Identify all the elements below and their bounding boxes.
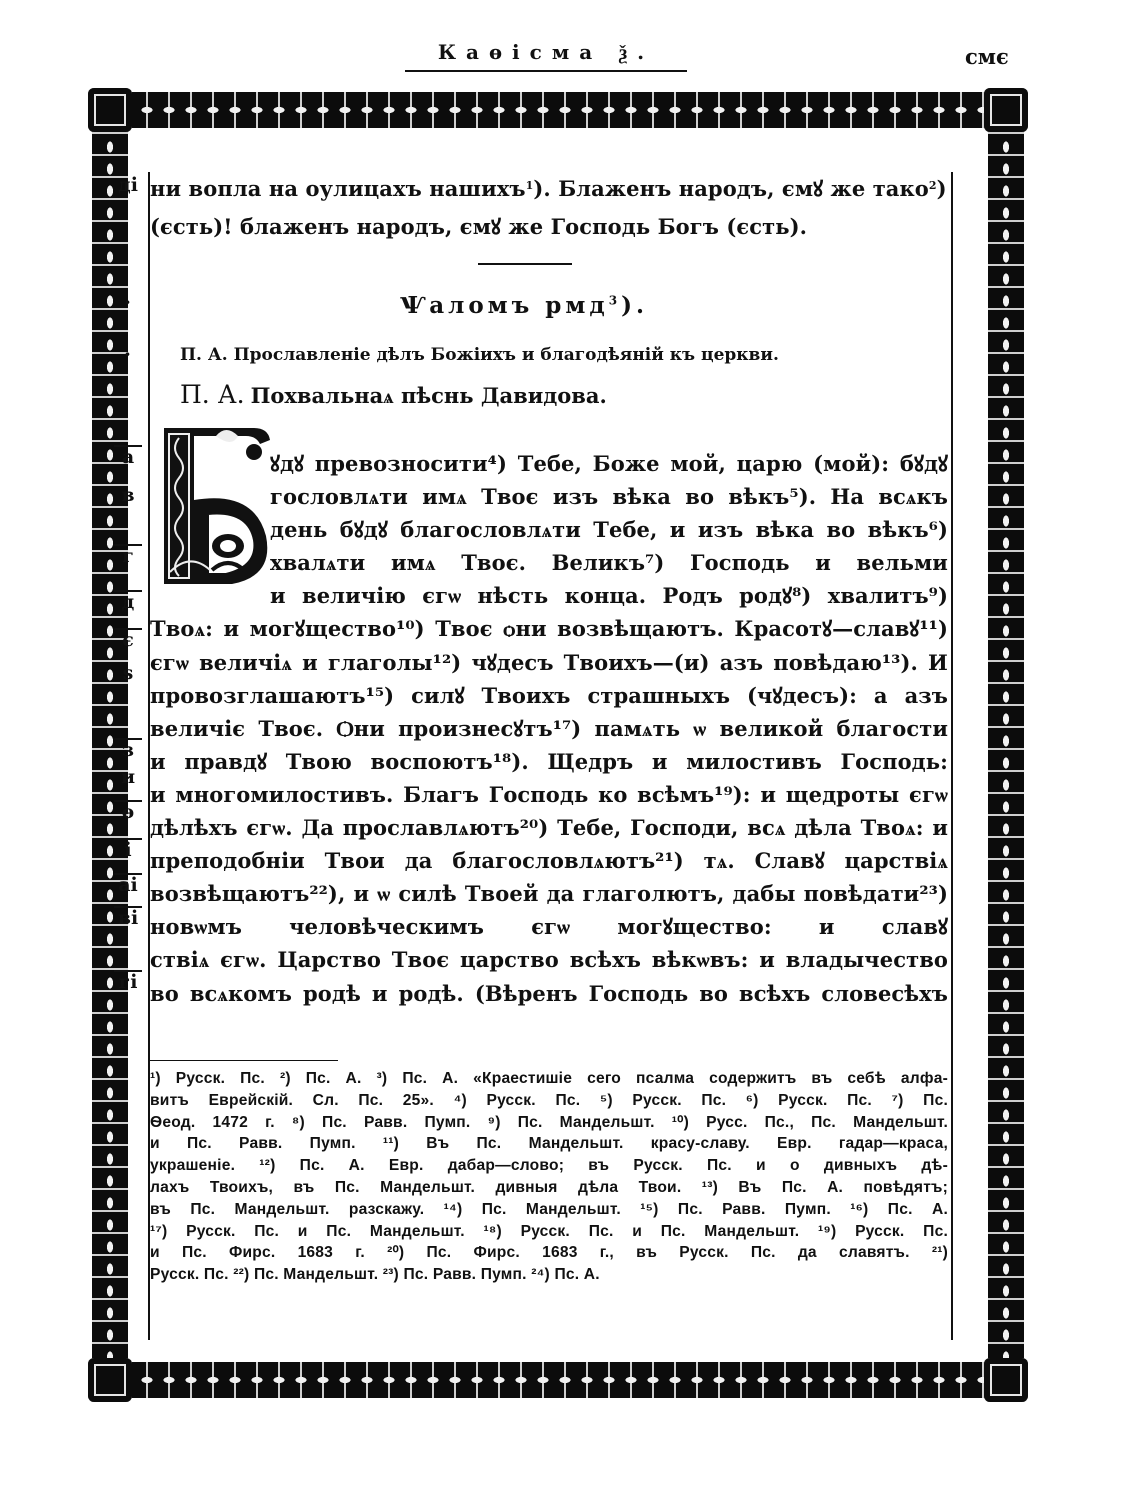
verse-number: ѕ	[122, 662, 134, 684]
text-line: преподобніи Твои да благословлѧютъ²¹) тѧ. Славꙋ царствіѧ	[150, 848, 948, 874]
text-segment: ни вопла на оулицахъ нашихъ$^1$). Блаженъ народъ, ємꙋ же тако$^2$)	[150, 176, 947, 201]
border-corner-ornament	[88, 1358, 132, 1402]
footnote-line: ¹⁷) Русск. Пс. и Пс. Мандельшт. ¹⁸) Русск. Пс. и Пс. Мандельшт. ¹⁹) Русск. Пс.	[150, 1222, 948, 1240]
footnote-line: витъ Еврейскій. Сл. Пс. 25». ⁴) Русск. Пс. ⁵) Русск. Пс. ⁶) Русск. Пс. ⁷) Пс.	[150, 1091, 948, 1109]
verse-number: ді	[118, 174, 138, 196]
footnote-line: ¹) Русск. Пс. ²) Пс. А. ³) Пс. А. «Краестишіе сего псалма содержитъ въ себѣ алфа-	[150, 1070, 948, 1087]
verse-number: г	[114, 544, 142, 566]
text-line: ствіѧ єгѡ. Царство Твоє царство всѣхъ вѣкѡвъ: и владычество	[150, 947, 948, 973]
verse-number: аі	[114, 873, 142, 895]
section-separator	[478, 263, 572, 265]
text-line: дѣлѣхъ єгѡ. Да прославлѧютъ²⁰) Тебе, Господи, всѧ дѣла Твоѧ: и	[150, 815, 948, 841]
text-line: и многомилостивъ. Благъ Господь ко всѣмъ¹⁹): и щедроты єгѡ	[150, 781, 948, 807]
verse-number: д	[114, 590, 142, 612]
verse-number: а	[114, 445, 142, 467]
text-line: провозглашаютъ¹⁵) силꙋ Твоихъ страшныхъ (чꙋдесъ): а азъ	[150, 682, 948, 708]
page-number: смє	[965, 44, 1009, 69]
text-line: во всѧкомъ родѣ и родѣ. (Вѣренъ Господь во всѣхъ словесѣхъ	[150, 980, 948, 1006]
footnote-line: украшеніе. ¹²) Пс. А. Евр. дабар—слово; въ Русск. Пс. и о дивныхъ дѣ-	[150, 1157, 948, 1175]
footnote-line: и Пс. Фирс. 1683 г. ²⁰) Пс. Фирс. 1683 г., въ Русск. Пс. да славятъ. ²¹)	[150, 1244, 948, 1262]
footnote-line: въ Пс. Мандельшт. разскажу. ¹⁴) Пс. Мандельшт. ¹⁵) Пс. Равв. Пумп. ¹⁶) Пс. А.	[150, 1200, 948, 1218]
footnotes	[150, 1068, 948, 1286]
text-line: єгѡ величіѧ и глаголы¹²) чꙋдесъ Твоихъ—(и) азъ повѣдаю¹³). И	[150, 649, 948, 675]
verse-number: в	[121, 484, 135, 506]
psalm-title: Ѱаломъ рмд$^3$).	[400, 292, 648, 319]
footnote-rule	[150, 1060, 338, 1061]
psalm-body	[150, 447, 948, 1010]
running-head: Каѳісма ѯ.	[437, 40, 655, 64]
margin-dot: ·	[124, 342, 131, 366]
margin-rule-right	[951, 172, 953, 1340]
verse-number: і	[114, 838, 142, 860]
text-line: величіє Твоє. Ѻни произнесꙋтъ¹⁷) памѧть ѡ великой благости	[150, 715, 948, 741]
text-line: новѡмъ человѣческимъ єгѡ могꙋщество: и славꙋ	[150, 914, 948, 940]
text-line: возвѣщаютъ²²), и ѡ силѣ Твоей да глаголютъ, дабы повѣдати²³)	[150, 881, 948, 907]
continuation-text	[150, 170, 948, 246]
border-corner-ornament	[984, 88, 1028, 132]
text-line: хвалѧти имѧ Твоє. Великъ⁷) Господь и вельми	[270, 550, 948, 576]
footnote-line: Русск. Пс. ²²) Пс. Мандельшт. ²³) Пс. Равв. Пумп. ²⁴) Пс. А.	[150, 1266, 600, 1284]
verse-number: ві	[114, 906, 142, 928]
border-corner-ornament	[984, 1358, 1028, 1402]
running-head-rule	[405, 70, 687, 72]
footnote-line: и Пс. Равв. Пумп. ¹¹) Въ Пс. Мандельшт. красу-славу. Евр. гадар—краса,	[150, 1135, 948, 1153]
border-corner-ornament	[88, 88, 132, 132]
text-line: Твоѧ: и могꙋщество¹⁰) Твоє ѻни возвѣщаютъ. Красотꙋ—славꙋ¹¹)	[150, 616, 948, 642]
text-line: и величію єгѡ нѣсть конца. Родъ родꙋ⁸) хвалитъ⁹)	[270, 583, 948, 609]
text-line: гословлѧти имѧ Твоє изъ вѣка во вѣкъ⁵). На всѧкъ	[270, 484, 948, 510]
verse-number: ѳ	[114, 800, 142, 822]
verse-number: є	[114, 628, 142, 650]
verse-number: з	[114, 738, 142, 760]
footnote-line: лахъ Твоихъ, въ Пс. Мандельшт. дивныя дѣла Твои. ¹³) Въ Пс. А. повѣдятъ;	[150, 1178, 948, 1196]
verse-number: гі	[114, 970, 142, 992]
ornamental-border-right	[988, 92, 1024, 1398]
text-line: ꙋдꙋ превозносити⁴) Тебе, Боже мой, царю (мой): бꙋдꙋ	[270, 451, 948, 476]
text-line: и правдꙋ Твою воспоютъ¹⁸). Щедръ и милостивъ Господь:	[150, 748, 948, 774]
text-line: день бꙋдꙋ благословлѧти Тебе, и изъ вѣка во вѣкъ⁶)	[270, 517, 948, 543]
subheading-summary: П. А. Прославленіе дѣлъ Божіихъ и благодѣяній къ церкви.	[180, 345, 779, 365]
text-line: (єсть)! блаженъ народъ, ємꙋ же Господь Богъ (єсть).	[150, 214, 808, 239]
verse-number: и	[120, 766, 136, 788]
ornamental-border-bottom	[92, 1362, 1024, 1398]
footnote-line: Ѳеод. 1472 г. ⁸) Пс. Равв. Пумп. ⁹) Пс. Мандельшт. ¹⁰) Русс. Пс., Пс. Мандельшт.	[150, 1113, 948, 1131]
margin-dot: ·	[124, 290, 131, 314]
ornamental-border-top	[92, 92, 1024, 128]
subheading-title: П. А. Похвальнаѧ пѣснь Давидова.	[180, 380, 607, 409]
text-line	[150, 170, 948, 208]
